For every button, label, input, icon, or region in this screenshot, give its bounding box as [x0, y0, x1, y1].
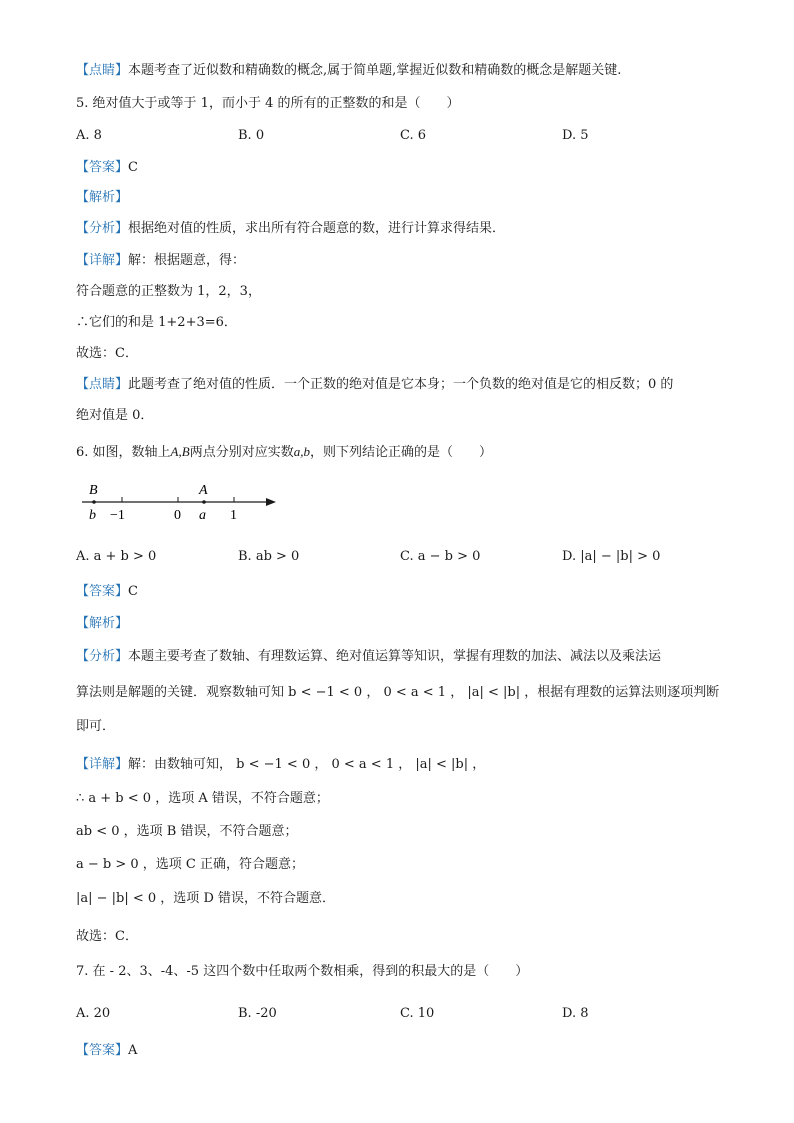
q5-option-b: B. 0: [238, 128, 265, 143]
answer-value: A: [128, 1043, 138, 1058]
q5-analysis-tag: 【解析】: [76, 190, 129, 205]
answer-tag: 【答案】: [76, 160, 129, 175]
q6-option-c: C. a − b > 0: [400, 549, 481, 564]
q6-step-3: a − b > 0 ，选项 C 正确，符合题意；: [76, 857, 305, 872]
dianjing-tag: 【点睛】: [76, 63, 129, 78]
answer-tag: 【答案】: [76, 584, 129, 599]
answer-tag: 【答案】: [76, 1043, 129, 1058]
q7-stem: 7. 在 - 2、3、-4、-5 这四个数中任取两个数相乘，得到的积最大的是（ ）: [76, 964, 529, 979]
q7-option-d: D. 8: [562, 1006, 589, 1021]
answer-value: C: [128, 160, 138, 175]
label-b: b: [89, 508, 96, 523]
label-B: B: [89, 483, 98, 498]
dianjing-tag: 【点睛】: [76, 377, 129, 392]
q7-option-a: A. 20: [76, 1006, 111, 1021]
q6-fenxi: [76, 648, 661, 666]
q5-option-a: A. 8: [76, 128, 102, 143]
q6-analysis-tag: 【解析】: [76, 616, 129, 631]
q5-stem: 5. 绝对值大于或等于 1，而小于 4 的所有的正整数的和是（ ）: [76, 96, 460, 111]
q5-xiangjie: [76, 252, 245, 270]
q7-option-c: C. 10: [400, 1006, 435, 1021]
q6-step-5: 故选：C．: [76, 929, 138, 944]
label-A: A: [199, 483, 208, 498]
q6-xiangjie: [76, 756, 485, 774]
label-a: a: [199, 508, 206, 523]
q5-step-3: 故选：C．: [76, 346, 138, 361]
fenxi-tag: 【分析】: [76, 649, 129, 664]
q6-fenxi-3: 即可．: [76, 719, 116, 734]
q6-step-2: ab < 0 ，选项 B 错误，不符合题意；: [76, 824, 298, 839]
q6-option-d: D. |a| − |b| > 0: [562, 549, 661, 564]
top-note-text: 本题考查了近似数和精确数的概念,属于简单题,掌握近似数和精确数的概念是解题关键.: [128, 63, 622, 78]
label-minus-1: −1: [110, 508, 125, 523]
xiangjie-tag: 【详解】: [76, 253, 129, 268]
xiangjie-text: 解：由数轴可知， b < −1 < 0 ， 0 < a < 1 ， |a| < |b| ，: [128, 757, 486, 772]
q6-answer: [76, 583, 138, 601]
q7-answer: [76, 1042, 137, 1060]
answer-value: C: [128, 584, 138, 599]
number-line-figure: [76, 478, 286, 526]
label-1: 1: [230, 508, 237, 523]
q6-step-4: |a| − |b| < 0 ，选项 D 错误，不符合题意．: [76, 891, 335, 906]
xiangjie-tag: 【详解】: [76, 757, 129, 772]
top-note: [76, 62, 621, 80]
q6-fenxi-2: 算法则是解题的关键．观察数轴可知 b < −1 < 0 ， 0 < a < 1 ， |a| < |b| ，根据有理数的运算法则逐项判断: [76, 685, 720, 700]
q5-option-c: C. 6: [400, 128, 427, 143]
q5-step-1: 符合题意的正整数为 1，2，3，: [76, 284, 261, 299]
fenxi-text-1: 本题主要考查了数轴、有理数运算、绝对值运算等知识，掌握有理数的加法、减法以及乘法运: [128, 649, 662, 664]
xiangjie-text: 解：根据题意，得：: [128, 253, 246, 268]
q5-step-2: ∴它们的和是 1+2+3=6．: [76, 315, 237, 330]
q6-stem: 6. 如图，数轴上A,B两点分别对应实数a,b，则下列结论正确的是（ ）: [76, 444, 492, 460]
fenxi-text: 根据绝对值的性质，求出所有符合题意的数，进行计算求得结果．: [128, 221, 506, 236]
q5-dianjing: [76, 376, 673, 394]
dianjing-text: 此题考查了绝对值的性质．一个正数的绝对值是它本身；一个负数的绝对值是它的相反数；0 的: [128, 377, 674, 392]
q6-option-b: B. ab > 0: [238, 549, 300, 564]
q5-answer: [76, 159, 138, 177]
label-0: 0: [174, 508, 181, 523]
q7-option-b: B. -20: [238, 1006, 277, 1021]
point-a: [202, 500, 206, 504]
point-b: [92, 500, 96, 504]
q5-dianjing-cont: 绝对值是 0．: [76, 408, 154, 423]
axis-arrow: [266, 498, 276, 506]
q6-option-a: A. a + b > 0: [76, 549, 157, 564]
q6-step-1: ∴ a + b < 0 ，选项 A 错误，不符合题意；: [76, 791, 329, 806]
fenxi-tag: 【分析】: [76, 221, 129, 236]
q5-fenxi: [76, 220, 505, 238]
q5-option-d: D. 5: [562, 128, 589, 143]
